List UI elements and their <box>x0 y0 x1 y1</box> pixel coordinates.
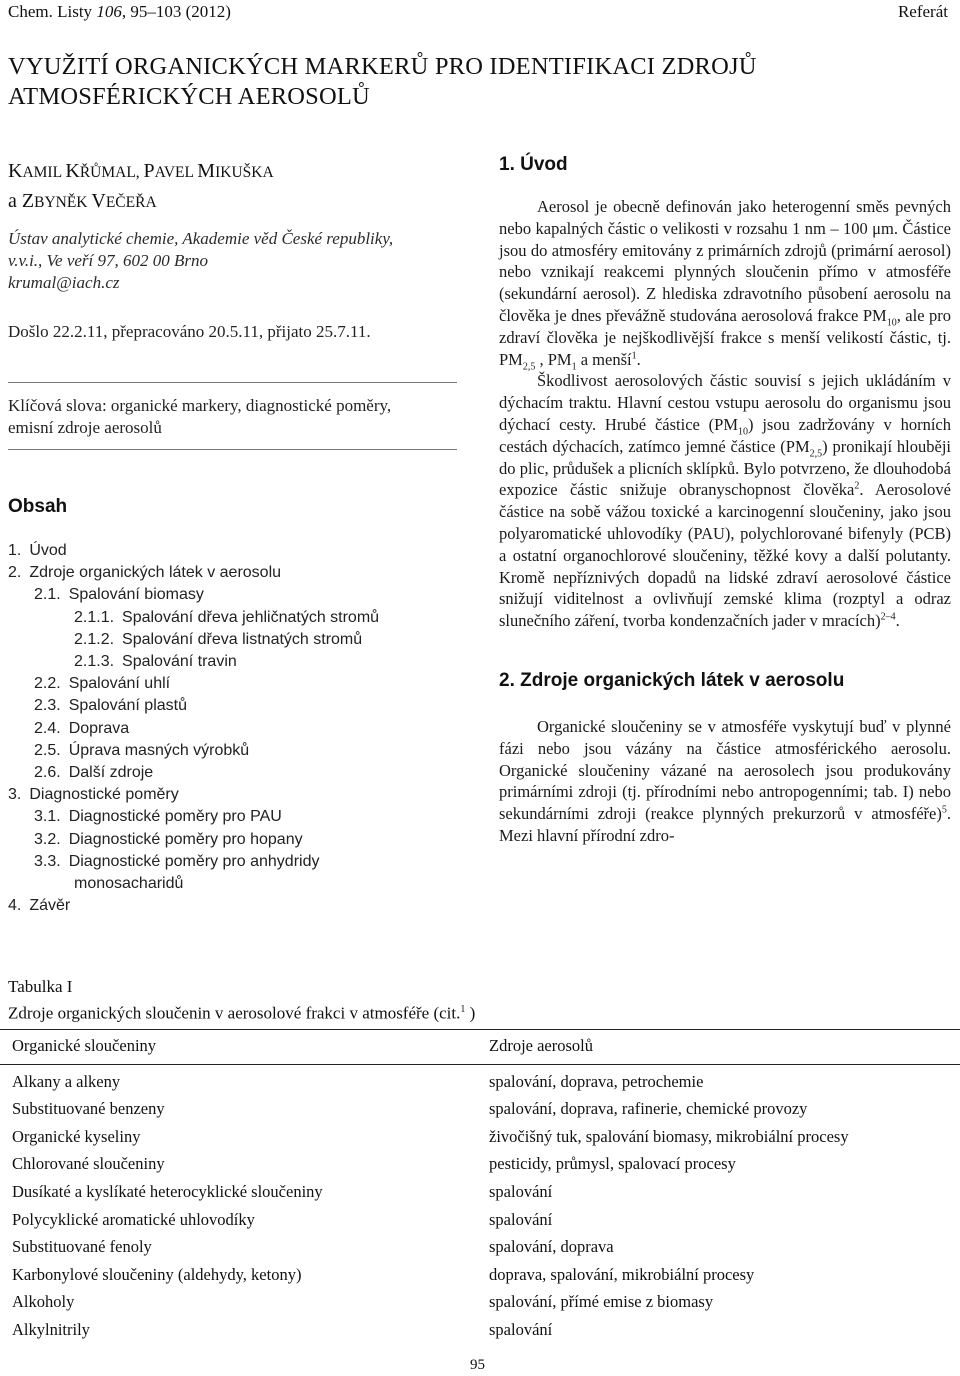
keywords-line-1: Klíčová slova: organické markery, diagnostické poměry, <box>8 396 392 415</box>
section-1-heading: 1. Úvod <box>499 154 568 175</box>
toc-item-number: 3.1. <box>34 808 61 826</box>
toc-item[interactable] <box>8 740 458 762</box>
toc-item[interactable] <box>8 829 458 851</box>
table-cell-source: živočišný tuk, spalování biomasy, mikrobiální procesy <box>489 1126 849 1146</box>
toc-item[interactable] <box>8 806 458 828</box>
table-cell-compound: Polycyklické aromatické uhlovodíky <box>12 1209 255 1229</box>
keywords-line-2: emisní zdroje aerosolů <box>8 418 162 437</box>
toc-item-number: 2.5. <box>34 741 61 759</box>
toc-item-number: 2.6. <box>34 764 61 782</box>
section-1-paragraph-2: Škodlivost aerosolových částic souvisí s jejich ukládáním v dýchacím traktu. Hlavní cestou vstupu aerosolu do organismu jsou dýchací cesty. Hrubé částice $(PM_{10})$ jsou zadržovány v horních cestách dýchacích, zatímco jemné částice $(PM_{2,5})$ pronikají hlouběji do plic, průdušek a plicních sklípků. Bylo potvrzeno, že dlouhodobá expozice částic snižuje obranyschopnost člověka$^2$. Aerosolové částice na sobě vážou toxické a karcinogenní sloučeniny, jako jsou polyaromatické uhlovodíky (PAU), polychlorované bifenyly (PCB) a ostatní organochlorové sloučeniny, těžké kovy a další polutanty. Kromě nepříznivých dopadů na lidské zdraví aerosolové částice snižují viditelnost a ovlivňují zemské klima (rozptyl a odraz slunečního záření, tvorba kondenzačních jader v mracích)$^{2-4}$. <box>499 371 951 631</box>
toc-item[interactable] <box>8 695 458 717</box>
toc-item-number: 4. <box>8 897 22 915</box>
toc-item-label: Spalování travin <box>122 653 237 671</box>
table-cell-source: spalování, doprava, rafinerie, chemické provozy <box>489 1099 808 1119</box>
toc-item-label: Úprava masných výrobků <box>68 741 250 759</box>
table-caption-text: Zdroje organických sloučenin v aerosolové frakci v atmosféře (cit.$^1$ ) <box>8 1003 476 1023</box>
page-number: 95 <box>470 1357 485 1373</box>
toc-item-label: Závěr <box>29 897 71 915</box>
section-1-paragraph-1: Aerosol je obecně definován jako heterogenní směs pevných nebo kapalných částic o velikosti v rozsahu 1 nm – 100 μm. Částice jsou do atmosféry emitovány z primárních zdrojů (primární aerosol) nebo vznikají reakcemi plynných sloučenin přímo v atmosféře (sekundární aerosol). Z hlediska zdravotního působení aerosolu na člověka je dnes převážně studována aerosolová frakce $PM_{10}$, ale pro zdraví člověka je nejškodlivější frakce s menší velikostí částic, tj. $PM_{2,5}$ , $PM_1$ a menší$^1$. <box>499 197 951 372</box>
table-header-row <box>0 1036 960 1064</box>
table-cell-source: spalování <box>489 1181 553 1201</box>
toc-item[interactable] <box>8 651 458 673</box>
authors <box>8 157 274 217</box>
toc-item-label: Doprava <box>68 719 130 737</box>
toc-item-label: Spalování biomasy <box>68 586 204 604</box>
toc-item[interactable] <box>8 718 458 740</box>
toc-item[interactable] <box>8 584 458 606</box>
table-row <box>0 1265 960 1293</box>
toc-item-number: 3.2. <box>34 830 61 848</box>
toc-item[interactable] <box>8 607 458 629</box>
toc-item[interactable] <box>8 629 458 651</box>
toc-item-number: 2.3. <box>34 697 61 715</box>
table-cell-source: spalování <box>489 1209 553 1229</box>
title-line-1: VYUŽITÍ ORGANICKÝCH MARKERŮ PRO IDENTIFIKACI ZDROJŮ <box>8 53 757 80</box>
toc-item[interactable] <box>8 540 458 562</box>
keywords <box>8 395 458 439</box>
toc-item-label: Spalování plastů <box>68 697 187 715</box>
toc-item[interactable] <box>8 895 458 917</box>
authors-line-2: a ZBYNĚK VEČEŘA <box>8 190 157 212</box>
toc-item[interactable] <box>8 784 458 806</box>
compounds-table <box>0 1036 960 1348</box>
table-cell-source: spalování, doprava <box>489 1237 614 1257</box>
toc-item[interactable] <box>8 851 458 873</box>
toc-item[interactable] <box>8 762 458 784</box>
table-header-compounds: Organické sloučeniny <box>12 1036 157 1055</box>
toc-item[interactable] <box>8 673 458 695</box>
toc-item-label: Diagnostické poměry <box>29 786 179 804</box>
table-label: Tabulka I <box>8 977 73 996</box>
toc-item-label: Spalování dřeva listnatých stromů <box>122 630 363 648</box>
toc-item-number: 3.3. <box>34 852 61 870</box>
received-dates: Došlo 22.2.11, přepracováno 20.5.11, přijato 25.7.11. <box>8 322 371 341</box>
toc-item-label: Diagnostické poměry pro PAU <box>68 808 282 826</box>
table-cell-compound: Alkany a alkeny <box>12 1071 121 1091</box>
toc-item-label: monosacharidů <box>74 875 184 893</box>
table-of-contents <box>8 540 458 917</box>
title-line-2: ATMOSFÉRICKÝCH AEROSOLŮ <box>8 83 370 110</box>
section-2-heading: 2. Zdroje organických látek v aerosolu <box>499 669 845 691</box>
table-cell-source: pesticidy, průmysl, spalovací procesy <box>489 1154 736 1174</box>
table-row <box>0 1237 960 1265</box>
table-cell-compound: Organické kyseliny <box>12 1126 141 1146</box>
table-cell-compound: Karbonylové sloučeniny (aldehydy, ketony) <box>12 1264 302 1284</box>
table-cell-compound: Alkoholy <box>12 1292 75 1312</box>
table-row <box>0 1292 960 1320</box>
toc-title: Obsah <box>8 496 68 517</box>
table-cell-compound: Dusíkaté a kyslíkaté heterocyklické sloučeniny <box>12 1181 323 1201</box>
toc-item-label: Další zdroje <box>68 764 154 782</box>
institution-line-2: v.v.i., Ve veří 97, 602 00 Brno <box>8 251 209 270</box>
toc-item-number: 3. <box>8 786 22 804</box>
running-header-journal: Chem. Listy 106, 95–103 (2012) <box>8 2 231 21</box>
authors-line-1: KAMIL KŘŮMAL, PAVEL MIKUŠKA <box>8 160 274 182</box>
toc-item-label: Diagnostické poměry pro anhydridy <box>68 852 320 870</box>
section-2-paragraph-1: Organické sloučeniny se v atmosféře vyskytují buď v plynné fázi nebo jsou vázány na částice atmosférického aerosolu. Organické sloučeniny vázané na aerosolech jsou produkovány primárními zdroji (tj. přírodními nebo antropogenními; tab. I) nebo sekundárními zdroji (reakce plynných prekurzorů v atmosféře)$^5$. Mezi hlavní přírodní zdro- <box>499 716 951 845</box>
table-header-rule <box>0 1064 960 1065</box>
table-cell-compound: Chlorované sloučeniny <box>12 1154 165 1174</box>
toc-item-number: 2. <box>8 564 22 582</box>
table-cell-compound: Substituované benzeny <box>12 1099 165 1119</box>
article-body-right-column <box>499 154 951 847</box>
toc-item-label: Diagnostické poměry pro hopany <box>68 830 303 848</box>
divider <box>8 382 457 383</box>
toc-item[interactable] <box>8 562 458 584</box>
table-cell-source: spalování, přímé emise z biomasy <box>489 1292 714 1312</box>
toc-item-number: 1. <box>8 542 22 559</box>
toc-item[interactable] <box>8 873 458 895</box>
toc-item-number: 2.4. <box>34 719 61 737</box>
article-title <box>8 52 908 112</box>
table-cell-source: spalování, doprava, petrochemie <box>489 1071 704 1091</box>
toc-item-label: Spalování dřeva jehličnatých stromů <box>122 608 380 626</box>
toc-item-label: Zdroje organických látek v aerosolu <box>29 564 282 582</box>
table-cell-compound: Substituované fenoly <box>12 1237 152 1257</box>
institution <box>8 228 458 294</box>
toc-item-number: 2.2. <box>34 675 61 693</box>
email-link[interactable]: krumal@iach.cz <box>8 273 120 292</box>
divider <box>8 449 457 450</box>
table-header-sources: Zdroje aerosolů <box>489 1036 594 1055</box>
toc-item-label: Úvod <box>29 542 67 559</box>
table-cell-source: spalování <box>489 1319 553 1339</box>
table-row <box>0 1099 960 1127</box>
table-row <box>0 1154 960 1182</box>
toc-item-label: Spalování uhlí <box>68 675 171 693</box>
table-row <box>0 1072 960 1100</box>
table-row <box>0 1320 960 1348</box>
toc-item-number: 2.1.2. <box>74 630 115 648</box>
table-top-rule <box>0 1029 960 1030</box>
table-cell-source: doprava, spalování, mikrobiální procesy <box>489 1264 755 1284</box>
table-row <box>0 1210 960 1238</box>
table-caption <box>8 975 475 1025</box>
table-row <box>0 1182 960 1210</box>
toc-item-number: 2.1.1. <box>74 608 115 626</box>
running-header-section: Referát <box>897 2 948 21</box>
institution-line-1: Ústav analytické chemie, Akademie věd České republiky, <box>8 229 394 248</box>
toc-item-number: 2.1. <box>34 586 61 604</box>
toc-item-number: 2.1.3. <box>74 653 115 671</box>
table-row <box>0 1127 960 1155</box>
table-cell-compound: Alkylnitrily <box>12 1319 90 1339</box>
